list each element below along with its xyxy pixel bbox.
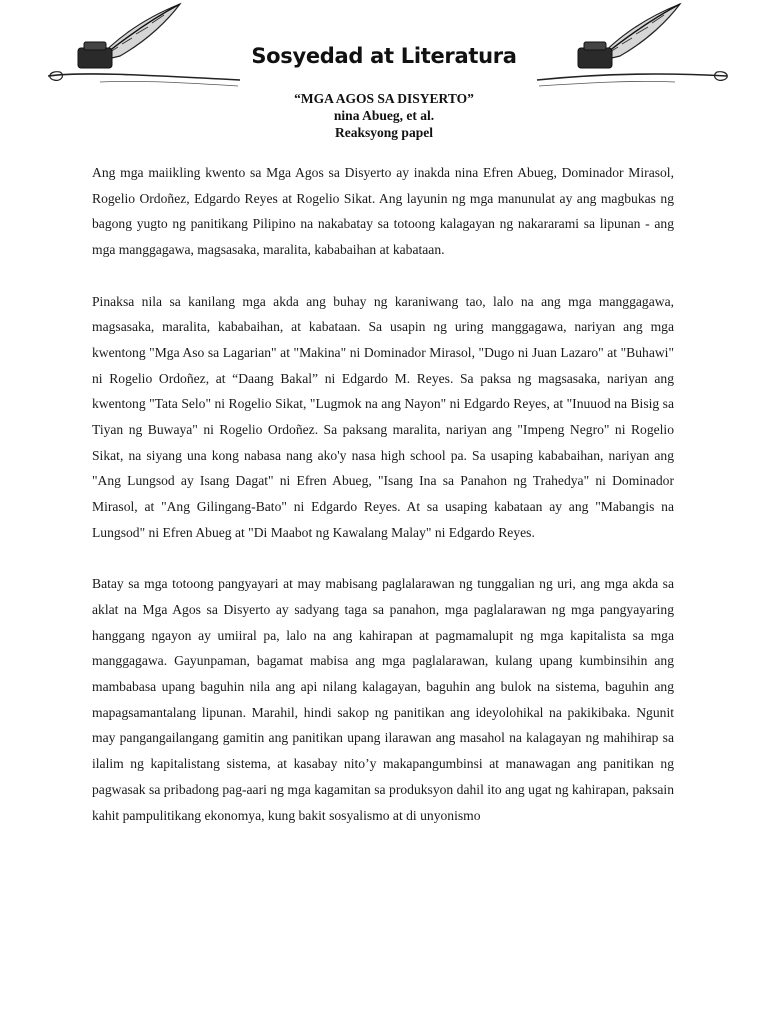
page-header (0, 0, 768, 95)
document-authors: nina Abueg, et al. (333, 108, 435, 123)
paragraph: Ang mga maiikling kwento sa Mga Agos sa Disyerto ay inakda nina Efren Abueg, Dominador Mirasol, Rogelio Ordoñez, Edgardo Reyes at Rogelio Sikat. Ang layunin ng mga manunulat ay ang magbukas ng bagong yugto ng panitikang Pilipino na nakabatay sa totoong kalagayan ng nakararami sa lipunan - ang mga manggagawa, magsasaka, maralita, kababaihan at kabataan. (92, 165, 674, 258)
document-body (92, 160, 674, 854)
document-title: “MGA AGOS SA DISYERTO” (294, 91, 474, 106)
paragraph: Batay sa mga totoong pangyayari at may mabisang paglalarawan ng tunggalian ng uri, ang mga akda sa aklat na Mga Agos sa Disyerto ay sadyang taga sa panahon, mga paglalarawan ng mga pangyayaring hanggang ngayon ay umiiral pa, lalo na ang kahirapan at pagmamalupit ng mga kapitalista sa mga manggagawa. Gayunpaman, bagamat mabisa ang mga paglalarawan, kulang upang kumbinsihin ang mambabasa upang baguhin nila ang api nilang kalagayan, baguhin ang bulok na sistema, baguhin ang mapagsamantalang lipunan. Marahil, hindi sakop ng panitikan ang ideyolohikal na pakikibaka. Ngunit may pangangailangang gamitin ang panitikan upang ilarawan ang masahol na kalagayan ng mahihirap sa ilalim ng kapitalistang sistema, at kasabay nito’y makapangumbinsi at manawagan ang panitikan ng pagwasak sa pribadong pag-aari ng mga kagamitan sa produksyon dahil ito ang ugat ng kahirapan, paksain kahit pampulitikang ekonomya, kung bakit sosyalismo at di unyonismo (92, 576, 674, 823)
document-subtitle: Reaksyong papel (335, 125, 433, 140)
quill-inkwell-icon (535, 0, 735, 95)
header-title: Sosyedad at Literatura (251, 44, 517, 68)
document-title-block (0, 90, 768, 141)
paragraph: Pinaksa nila sa kanilang mga akda ang buhay ng karaniwang tao, lalo na ang mga manggagawa, magsasaka, maralita, kababaihan, at kabataan. Sa usapin ng uring manggagawa, nariyan ang mga kwentong "Mga Aso sa Lagarian" at "Makina" ni Dominador Mirasol, "Dugo ni Juan Lazaro" at "Buhawi" ni Rogelio Ordoñez, at “Daang Bakal” ni Edgardo M. Reyes. Sa paksa ng magsasaka, nariyan ang kwentong "Tata Selo" ni Rogelio Sikat, "Lugmok na ang Nayon" ni Edgardo Reyes, at "Inuuod na Bisig sa Tiyan ng Buwaya" ni Rogelio Ordoñez. Sa paksang maralita, nariyan ang "Impeng Negro" ni Rogelio Sikat, na siyang una kong nabasa nang ako'y nasa high school pa. Sa usaping kababaihan, nariyan ang "Ang Lungsod ay Isang Dagat" ni Efren Abueg, "Isang Ina sa Panahon ng Trahedya" ni Dominador Mirasol, at "Ang Gilingang-Bato" ni Edgardo Reyes. At sa usaping kabataan ay ang "Mabangis na Lungsod" ni Efren Abueg at "Di Maabot ng Kawalang Malay" ni Edgardo Reyes. (92, 293, 674, 540)
